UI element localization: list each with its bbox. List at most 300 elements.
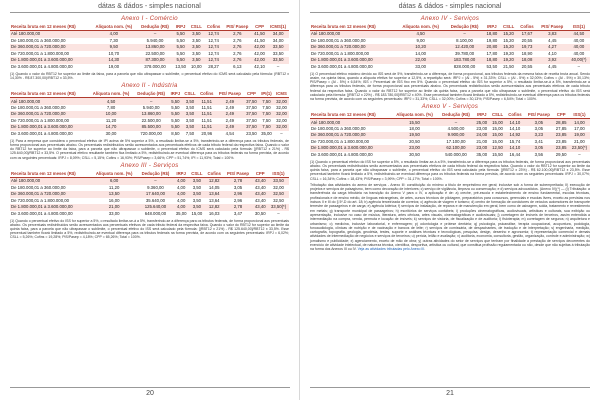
table-cell: 20,96 <box>201 130 213 136</box>
table-cell: – <box>134 98 169 105</box>
table-cell: 3,50 <box>185 117 195 123</box>
table-cell: 5,50 <box>169 124 183 130</box>
table-cell: De 720.000,01 a 1.800.000,00 <box>311 138 370 144</box>
table-cell: 3,47 <box>233 210 243 216</box>
column-header: Receita bruta em 12 meses (R$) <box>10 171 91 178</box>
table-cell: De 3.600.000,01 a 4.800.000,00 <box>311 151 373 157</box>
table-cell: De 180.000,01 a 360.000,00 <box>311 37 366 43</box>
table-cell: – <box>137 178 173 185</box>
table-cell: 3,50 <box>185 104 195 110</box>
table-cell: 12,82 <box>205 178 224 185</box>
annex-5-table <box>310 112 590 158</box>
column-header: IRPJ <box>484 24 500 31</box>
table-cell: 19,00 <box>569 132 590 138</box>
table-cell: 42,10 <box>254 63 265 69</box>
table-cell: 13.860,00 <box>134 111 169 117</box>
table-cell: 12,74 <box>204 31 223 38</box>
table-row <box>10 211 289 217</box>
table-cell: 2,49 <box>225 117 235 123</box>
table-cell: 15,20 <box>500 44 517 50</box>
table-cell: 3,41 <box>534 138 544 144</box>
table-cell: 13,64 <box>208 197 220 203</box>
table-cell: 18,90 <box>521 50 533 56</box>
table-cell: 42,00 <box>254 50 265 56</box>
table-cell: De 180.000,01 a 360.000,00 <box>11 37 66 43</box>
column-header: Receita bruta em 12 meses (R$) <box>10 24 91 31</box>
table-cell: 43,40 <box>253 178 268 185</box>
column-header: IRPJ <box>474 112 490 119</box>
table-cell: 12,74 <box>208 37 219 43</box>
table-cell: De 360.000,01 a 720.000,00 <box>310 44 396 50</box>
services-activities-text: Tributação das atividades do anexo de serviços - Anexo III: constituição do mínimo a título de empréstimo em geral; inclusive sob a forma de subempreitada; II) execução de projetos e serviços de paisagismo, bem como decoração de interiores; c) serviço de vigilância, limpeza ou conservação; e d) serviços advocatícios. (Anexo IV)(*) — (I) Tributação: a transferência da carga tributária na transição do Anexo V para o IV, a aplicação é de: a) creche, pré-escola e estabelecimento de ensino fundamental, escolas técnicas, profissionais e de ensino médio, de línguas estrangeiras, de artes, cursos técnicos de pilotagem, preparatórios para concursos, gerenciais e escolas livres, exceto as previstas nos incisos II e III do § 5º-D do art. 18; b) agência terceirizada de correios; c) agência de viagem e turismo; d) centro de formação de condutores de veículos automotores de transporte terrestre de passageiros e de carga; e) agência lotérica; f) serviços de instalação, de reparos e de manutenção em geral, bem como de usinagem, solda, tratamento e revestimento em metais; g) transporte municipal de passageiros; h) escritórios de serviços contábeis; i) produções cinematográficas, audiovisuais, artísticas e culturais, sua exibição ou apresentação, inclusive no caso de música, literatura, artes cênicas, artes visuais, cinematográficas e audiovisuais; j) corretagem de imóveis de terceiros, assim entendida a intermediação na compra, venda, permuta e locação de imóveis; k) serviços de vistoria, de fiscalização e de auditoria; l) fisioterapia; m) corretagem de seguros; n) arquitetura e urbanismo; o) medicina, inclusive laboratorial, e enfermagem; p) odontologia e prótese dentária; q) psicologia, psicanálise, terapia ocupacional, acupuntura, podologia, fonoaudiologia, clínicas de nutrição e de vacinação e bancos de leite; r) serviços de comissária, de despachantes, de tradução e de interpretação; s) engenharia, medição, cartografia, topografia, geologia, geodésia, testes, suporte e análises técnicas e tecnológicas, pesquisa, design, desenho e agronomia; t) representação comercial e demais atividades de intermediação de negócios e serviços de terceiros; u) perícia, leilão e avaliação; v) auditoria, economia, consultoria, gestão, organização, controle e administração; w) jornalismo e publicidade; x) agenciamento, exceto de mão de obra; y) outras atividades do setor de serviços que tenham por finalidade a prestação de serviços decorrentes do exercício de atividade intelectual, de natureza técnica, científica, desportiva, artística ou cultural, que constitua profissão regulamentada ou não, desde que não sujeitas à tributação na forma dos Anexos III ou IV. <box>310 182 590 252</box>
table-cell: 2,76 <box>223 31 252 38</box>
table-cell: 23,85 <box>553 132 569 138</box>
table-cell: De 720.000,01 a 1.800.000,00 <box>311 50 370 56</box>
column-header: Dedução (R$) <box>438 112 474 119</box>
table-cell: 4,00 <box>176 184 186 190</box>
table-cell: 23,85 <box>553 145 569 151</box>
table-cell: 720.000,00 <box>140 130 162 136</box>
column-header: Receita bruta em 12 meses (R$) <box>310 112 391 119</box>
table-cell: 15,50 <box>391 119 438 126</box>
table-cell: De 3.600.000,01 a 4.800.000,00 <box>311 63 373 69</box>
table-cell: 14,00 <box>569 119 590 126</box>
page-number: 20 <box>10 387 290 397</box>
table-cell: 3,56 <box>534 151 544 157</box>
table-row <box>10 64 289 70</box>
table-cell: 20,80 <box>484 44 500 50</box>
table-cell: 13.860,00 <box>137 44 173 50</box>
table-cell: 3,92 <box>537 57 568 63</box>
annex-5-title: Anexo V - Serviços <box>421 104 479 111</box>
column-header: ICMS <box>274 91 289 98</box>
table-cell: 21,00 <box>476 138 488 144</box>
table-row <box>310 64 590 70</box>
table-cell: 4.500,00 <box>447 126 465 131</box>
annex-3-note: (1) Quando o percentual efetivo do ISS for superior a 5%, o resultado limitar-se-á a 5%, transferindo-se a diferença para os tributos federais, de forma proporcional aos percentuais abaixo. Os percentuais redistribuídos serão acrescentados aos percentuais efetivos de cada tributo federal da respectiva faixa. Quando o valor do RBT12 for superior ao limite da quinta faixa, para a parcela que não ultrapassar o sublimite, o percentual efetivo do ISS será calculado pela fórmula: [(RBT12 x 21%) - R$ 125.640,00]/RBT12 x 33,5%. Esse percentual também ficará limitado a 5%, redistribuindo-se eventual diferença para os tributos federais na forma prevista, de acordo com os seguintes percentuais: IRPJ = 6,02%; CSLL = 5,26%; Cofins = 19,28%; PIS/Pasep = 4,18%; CPP = 65,26%; Total = 100%. <box>10 218 289 240</box>
table-cell: 20,50 <box>409 138 420 144</box>
table-cell: 3,50 <box>192 37 201 43</box>
column-header: CSLL <box>500 24 517 31</box>
table-cell: 87.300,00 <box>137 57 173 63</box>
table-cell: 5,50 <box>169 111 183 117</box>
column-header: PIS/ Pasep <box>216 91 244 98</box>
table-cell: 19,00 <box>108 63 120 69</box>
column-header: PIS/ Pasep <box>224 171 253 178</box>
column-header: Alíquota nom. (%) <box>88 91 133 98</box>
column-header: Alíquota nom. (%) <box>91 24 138 31</box>
table-cell: De 180.000,01 a 360.000,00 <box>11 104 66 110</box>
table-cell: 2,49 <box>225 104 235 110</box>
column-header: Dedução (R$) <box>134 91 169 98</box>
table-cell: Até 180.000,00 <box>310 119 391 126</box>
table-cell: 22,00 <box>396 57 446 63</box>
table-cell: 15,00 <box>490 119 506 126</box>
table-cell: 2,76 <box>223 44 252 50</box>
table-cell: 33,50 <box>267 44 289 50</box>
table-cell: 2,78 <box>224 178 253 185</box>
running-head: dátas & dádos - simples nacional <box>310 0 590 13</box>
table-cell: 19,50 <box>391 132 438 138</box>
table-header-row <box>10 171 289 178</box>
table-cell: 12,74 <box>204 57 223 63</box>
table-cell: 3,50 <box>188 31 204 38</box>
table-header-row <box>310 112 590 119</box>
table-cell: De 360.000,01 a 720.000,00 <box>10 191 91 197</box>
table-cell: 18,00 <box>409 126 420 131</box>
annex-4-note: (1) O percentual efetivo máximo devido ao ISS será de 5%, transferindo-se a diferença, de forma proporcional, aos tributos federais da mesma faixa de receita bruta anual. Sendo assim, na quinta faixa, quando a alíquota efetiva for superior a 12,5%, a repartição será: IRPJ = (Al - 5%) x 31,33%; CSLL = (Al - 5%) x 32,00%; Cofins = (Al - 5%) x 30,13%; PIS/Pasep = (Al - 5%) x 6,54%; ISS = Percentual de ISS fixo em 5%. Quando o percentual efetivo do ISS for superior a 5%, o resultado limitar-se-á a 5%, transferindo-se a diferença para os tributos federais, de forma proporcional aos percentuais abaixo. Os percentuais redistribuídos serão acrescentados aos percentuais efetivos de cada tributo federal da respectiva faixa. Quando o valor do RBT12 for superior ao limite da quinta faixa, para a parcela que não ultrapassar o sublimite, o percentual efetivo do ISS será calculado pela fórmula: [(RBT12 x 22%) - R$ 183.780,00]/RBT12 x 40%. Esse percentual também ficará limitado a 5%, redistribuindo-se eventual diferença para os tributos federais na forma prevista, de acordo com os seguintes percentuais: IRPJ = 31,33%; CSLL = 32,00%; Cofins = 30,13%; PIS/Pasep = 6,54%; Total = 100%. <box>310 71 590 101</box>
table-cell: De 360.000,01 a 720.000,00 <box>310 132 391 138</box>
column-header: CPP <box>252 24 267 31</box>
table-cell: 4,10 <box>548 50 557 56</box>
table-cell: 41,50 <box>252 31 267 38</box>
table-cell: 33,50(*) <box>268 204 289 210</box>
table-cell: 16,03 <box>208 210 220 216</box>
table-cell: 14,05 <box>208 184 220 190</box>
column-header: Cofins <box>198 91 216 98</box>
table-cell: 21,00 <box>91 204 138 210</box>
table-cell: 17.100,00 <box>446 138 466 144</box>
table-cell: 2,76 <box>233 50 242 56</box>
table-cell: 15,00 <box>191 210 203 216</box>
table-cell: 35,00 <box>476 151 488 157</box>
table-cell: 25,00 <box>474 119 490 126</box>
table-cell: 12,50 <box>490 145 506 151</box>
table-cell: 3,05 <box>534 126 544 131</box>
services-activities-note <box>310 183 590 252</box>
column-header: Alíquota nom. (%) <box>91 171 138 178</box>
table-cell: 14,10 <box>506 145 525 151</box>
table-cell: 32,50 <box>273 197 284 203</box>
table-cell: – <box>578 151 581 157</box>
column-header: ICMS(1) <box>267 24 289 31</box>
table-cell: 30,00 <box>105 130 117 136</box>
table-cell: 540.000,00 <box>445 151 467 157</box>
column-header: CPP <box>253 171 268 178</box>
running-head: dátas & dádos - simples nacional <box>10 0 289 13</box>
table-cell: 23,85 <box>555 138 567 144</box>
column-header: Dedução (R$) <box>137 171 173 178</box>
table-cell: 6,00 <box>91 178 138 185</box>
column-header: CSLL <box>189 171 205 178</box>
table-cell: 4,45 <box>548 63 557 69</box>
table-cell: 20,55 <box>521 63 533 69</box>
table-cell: 19,73 <box>517 44 537 50</box>
table-cell: 33,50 <box>267 57 289 63</box>
table-cell: De 360.000,01 a 720.000,00 <box>10 44 91 50</box>
table-cell: 28,85 <box>553 119 569 126</box>
table-cell: 7,50 <box>259 98 274 105</box>
table-cell: 19,20 <box>503 50 514 56</box>
table-cell: De 720.000,01 a 1.800.000,00 <box>11 50 70 56</box>
table-cell: 85.500,00 <box>134 124 169 130</box>
table-cell: 15,00 <box>490 132 506 138</box>
table-cell: 2,96 <box>224 191 253 197</box>
table-cell: 30,50 <box>254 210 266 216</box>
table-header-row <box>10 24 289 31</box>
table-cell: 3,83 <box>537 31 568 38</box>
table-header-row <box>10 91 289 98</box>
table-cell: 32,00 <box>276 104 287 110</box>
table-cell: De 360.000,01 a 720.000,00 <box>10 111 88 117</box>
table-cell: 19,80 <box>486 37 498 43</box>
table-cell: 27,85 <box>555 126 567 131</box>
table-cell: 5,50 <box>173 44 188 50</box>
table-cell: 37,50 <box>244 98 259 105</box>
table-cell: 3,50 <box>192 184 202 190</box>
table-cell: 9,00 <box>416 37 425 43</box>
table-cell: 32,00 <box>274 98 289 105</box>
column-header: ISS(1) <box>268 171 289 178</box>
annex-1-table <box>10 24 289 70</box>
table-cell: 3,50 <box>189 178 205 185</box>
annex-4-title: Anexo IV - Serviços <box>420 16 480 22</box>
annex-2-table <box>10 91 289 137</box>
table-cell: 3,50 <box>188 57 204 63</box>
table-cell: De 3.600.000,01 a 4.800.000,00 <box>11 63 73 69</box>
table-cell: – <box>438 119 474 126</box>
table-cell: 10,70 <box>108 50 120 56</box>
table-cell: 11,51 <box>201 104 212 110</box>
table-cell: 23,50(*) <box>569 145 590 151</box>
table-cell: 7,50 <box>185 130 195 136</box>
table-cell: 23,00 <box>391 145 438 151</box>
table-cell: 3,23 <box>524 132 553 138</box>
table-cell: – <box>577 63 581 69</box>
table-row <box>310 152 590 158</box>
table-cell: 4,00 <box>173 191 188 197</box>
table-cell: 12,74 <box>208 50 219 56</box>
table-cell: De 3.600.000,01 a 4.800.000,00 <box>11 210 73 216</box>
table-cell: 34,00 <box>272 37 284 43</box>
column-header: Cofins <box>205 171 224 178</box>
table-cell: 12,74 <box>204 44 223 50</box>
table-cell: 11,51 <box>198 98 216 105</box>
table-cell: Até 180.000,00 <box>310 31 396 38</box>
table-cell: 14,00 <box>415 50 427 56</box>
table-cell: 14,30 <box>91 57 138 63</box>
table-cell: – <box>277 210 280 216</box>
table-cell: 32,00 <box>274 111 289 117</box>
table-cell: 2,76 <box>233 37 242 43</box>
table-cell: De 3.600.000,01 a 4.800.000,00 <box>11 130 73 136</box>
annex-1-note: (1) Quando o valor do RBT12 for superior ao limite da faixa, para a parcela que não ultrapassar o sublimite, o percentual efetivo do ICMS será calculado pela fórmula: (RBT12 x 14,30% - R$ 87.300,00)/RBT12 x 33,5%. <box>10 71 289 80</box>
table-cell: 3,50 <box>192 50 201 56</box>
column-header: IRPJ <box>169 91 183 98</box>
table-cell: 2,49 <box>216 98 244 105</box>
table-cell: 37,50 <box>246 117 257 123</box>
table-cell: 40,00 <box>573 37 585 43</box>
table-cell: 15,74 <box>509 138 521 144</box>
table-cell: De 1.800.000,01 a 3.600.000,00 <box>10 124 88 130</box>
table-cell: 41,50 <box>254 37 265 43</box>
table-cell: 35.640,00 <box>145 197 166 203</box>
table-cell: 22.500,00 <box>141 117 161 123</box>
annex-3-title: Anexo III - Serviços <box>120 162 179 169</box>
column-header: CPP <box>244 91 259 98</box>
table-cell: 5,50 <box>176 37 185 43</box>
table-cell: 21,50 <box>503 63 514 69</box>
column-header: PIS/ Pasep <box>537 24 568 31</box>
table-cell: 15,00 <box>492 138 503 144</box>
table-cell: 9.360,00 <box>147 184 164 190</box>
table-cell: 4,45 <box>548 37 557 43</box>
table-cell: 15,20 <box>500 31 517 38</box>
table-cell: 11,51 <box>198 111 216 117</box>
table-cell: 3,50 <box>192 197 202 203</box>
table-cell: 3,05 <box>524 145 553 151</box>
annex-2-note: (1) Para a empresa que considera o percentual efetivo de IPI acima de 5% superior a 5%, a resultado limitar-se a 5%, transferindo-se a diferença para os tributos federais, de forma proporcional aos percentuais abaixo. Os percentuais redistribuídos serão acrescentados aos percentuais efetivos de cada tributo federal da respectiva faixa. Quando o valor do RBT12 for superior ao limite da faixa, para a parcela que não ultrapassar o sublimite, o percentual efetivo do ICMS será calculado pela fórmula: [(RBT12 x 21%) - R$ 125.640,00]/RBT12 x 33,5%. O percentual efetivo resultante também fica limitado a 5%, redistribuindo-se eventual diferença para os tributos federais na forma prevista, de acordo com os seguintes percentuais: IRPJ = 8,09%; CSLL = 5,15%; Cofins = 16,93%; PIS/Pasep = 3,66%; CPP = 51,74%; IPI = 11,93%; Total = 100%. <box>10 138 289 160</box>
table-cell: 3,50 <box>182 98 198 105</box>
column-header: IPI(1) <box>259 91 274 98</box>
table-cell: De 720.000,01 a 1.800.000,00 <box>11 197 70 203</box>
table-cell: 183.780,00 <box>445 57 483 63</box>
page-number: 21 <box>310 387 590 397</box>
table-cell: 11,20 <box>108 184 120 190</box>
table-cell: 32,00 <box>274 124 289 130</box>
table-cell: 2,76 <box>223 57 252 63</box>
annex-3-table <box>10 171 289 217</box>
table-cell: 33,50 <box>268 178 289 185</box>
table-cell: 37,50 <box>244 111 259 117</box>
column-header: ISS(1) <box>569 112 590 119</box>
table-cell: 2,49 <box>216 111 244 117</box>
table-cell: 35,00 <box>261 130 272 136</box>
table-cell: 18,80 <box>484 57 500 63</box>
table-cell: 13,50 <box>175 63 187 69</box>
table-cell: 3,50 <box>188 44 204 50</box>
table-cell: 9,50 <box>91 44 138 50</box>
table-row <box>10 31 289 38</box>
table-cell: 7,50 <box>259 111 274 117</box>
table-cell: – <box>280 130 283 136</box>
table-cell: 7,50 <box>259 124 274 130</box>
table-cell: 13,50 <box>91 191 138 197</box>
table-cell: 30,50 <box>409 151 420 157</box>
table-cell: 12,82 <box>205 204 224 210</box>
table-cell: 4,50 <box>88 98 133 105</box>
table-cell: 40,00 <box>573 50 585 56</box>
table-cell: De 1.800.000,01 a 3.600.000,00 <box>310 57 396 63</box>
table-cell: Até 180.000,00 <box>10 31 91 38</box>
table-cell: 43,40 <box>254 184 266 190</box>
table-row <box>10 131 289 137</box>
column-header: Receita bruta em 12 meses (R$) <box>310 24 396 31</box>
right-page <box>300 0 600 400</box>
table-cell: 5,50 <box>176 50 185 56</box>
table-cell: 42,00 <box>252 57 267 63</box>
table-cell: 28,27 <box>208 63 219 69</box>
table-cell: 4,54 <box>225 130 235 136</box>
table-cell: 9.900,00 <box>438 132 474 138</box>
column-header: Alíquota nom. (%) <box>391 112 438 119</box>
table-cell: De 1.800.000,01 a 3.600.000,00 <box>310 145 391 151</box>
table-cell: 34,00 <box>267 31 289 38</box>
table-cell: 11,51 <box>198 124 216 130</box>
column-header: CSLL <box>182 91 198 98</box>
column-header: PIS/ Pasep <box>223 24 252 31</box>
table-cell: 17,67 <box>517 31 537 38</box>
annex-1-title: Anexo I - Comércio <box>121 16 178 22</box>
table-cell: 23,00 <box>474 145 490 151</box>
table-cell: 42,00 <box>252 44 267 50</box>
table-cell: 43,40 <box>254 197 266 203</box>
table-cell: De 180.000,01 a 360.000,00 <box>311 126 366 131</box>
table-cell: 4,50 <box>396 31 446 38</box>
table-cell: 17,80 <box>486 50 498 56</box>
table-cell: 32,00 <box>273 184 284 190</box>
table-cell: 14,10 <box>509 126 521 131</box>
table-cell: De 180.000,01 a 360.000,00 <box>11 184 66 190</box>
column-header: CPP <box>553 112 569 119</box>
table-cell: – <box>445 31 483 38</box>
table-cell: Até 180.000,00 <box>10 98 88 105</box>
table-cell: 648.000,00 <box>144 210 167 216</box>
table-cell: 32,50 <box>268 191 289 197</box>
table-cell: 24,00 <box>474 132 490 138</box>
table-cell: 40,00(*) <box>568 57 590 63</box>
table-cell: 53,50 <box>486 63 498 69</box>
table-cell: 4,27 <box>537 44 568 50</box>
table-cell: 378.000,00 <box>144 63 166 69</box>
table-cell: 15,00 <box>492 126 503 131</box>
table-cell: 43,40 <box>253 191 268 197</box>
table-cell: 35,00 <box>175 210 187 216</box>
table-cell: 33,00 <box>108 210 120 216</box>
table-cell: 7,50 <box>262 104 271 110</box>
table-row <box>10 178 289 185</box>
table-cell: 14,92 <box>506 132 525 138</box>
annex-5-note: (1) Quando o percentual efetivo do ISS for superior a 5%, o resultado limitar-se-á a 5%, transferindo-se a diferença para os tributos federais, de forma proporcional aos percentuais abaixo. Os percentuais redistribuídos serão acrescentados aos percentuais efetivos de cada tributo federal da respectiva faixa. Quando o valor do RBT12 for superior ao limite da quinta faixa, para a parcela que não ultrapassar o sublimite, o percentual efetivo do ISS será calculado pela fórmula: [(RBT12 x 23%) - R$ 62.100,00]/RBT12 x 23,5%. Esse percentual também ficará limitado a 5%, redistribuindo-se eventual diferença para os tributos federais na forma prevista, de acordo com os seguintes percentuais: IRPJ = 30,07%; CSLL = 16,34%; Cofins = 18,43%; PIS/Pasep = 3,99%; CPP = 31,17%; Total = 100%. <box>310 159 590 181</box>
table-cell: 37,50 <box>244 124 259 130</box>
column-header: Cofins <box>204 24 223 31</box>
table-cell: 10,00 <box>88 111 133 117</box>
table-cell: 17.640,00 <box>137 191 173 197</box>
table-cell: 37,50 <box>246 104 257 110</box>
table-header-row <box>310 24 590 31</box>
table-cell: 17,00 <box>574 126 585 131</box>
table-cell: 828.000,00 <box>453 63 476 69</box>
table-cell: 23,50 <box>246 130 257 136</box>
annex-3-activities-link[interactable]: Veja as atividades tributadas pelo Anexo III. <box>357 247 426 252</box>
table-cell: 14,10 <box>506 119 525 126</box>
table-cell: 62.100,00 <box>438 145 474 151</box>
table-cell: 10,20 <box>396 44 446 50</box>
table-cell: 32,00 <box>276 117 287 123</box>
table-cell: 4,00 <box>176 197 186 203</box>
column-header: Dedução (R$) <box>137 24 173 31</box>
table-cell: 8.100,00 <box>456 37 473 43</box>
table-cell: 20,55 <box>521 37 533 43</box>
table-cell: 33,50 <box>272 50 284 56</box>
table-cell: 39.780,00 <box>454 50 475 56</box>
table-cell: – <box>137 31 173 38</box>
table-cell: 5,50 <box>171 117 180 123</box>
table-cell: 5,50 <box>171 104 180 110</box>
table-cell: 4,00 <box>91 31 138 38</box>
table-cell: 40,00 <box>568 44 590 50</box>
table-cell: 21,00 <box>574 138 585 144</box>
table-cell: 18,80 <box>484 31 500 38</box>
table-cell: 23,00 <box>476 126 488 131</box>
table-cell: Até 180.000,00 <box>10 178 91 185</box>
table-cell: 3,50 <box>189 204 205 210</box>
column-header: Cofins <box>517 24 537 31</box>
table-row <box>310 119 590 126</box>
column-header: CSLL <box>490 112 506 119</box>
table-cell: 5.940,00 <box>142 104 160 110</box>
table-cell: 15,20 <box>503 37 514 43</box>
